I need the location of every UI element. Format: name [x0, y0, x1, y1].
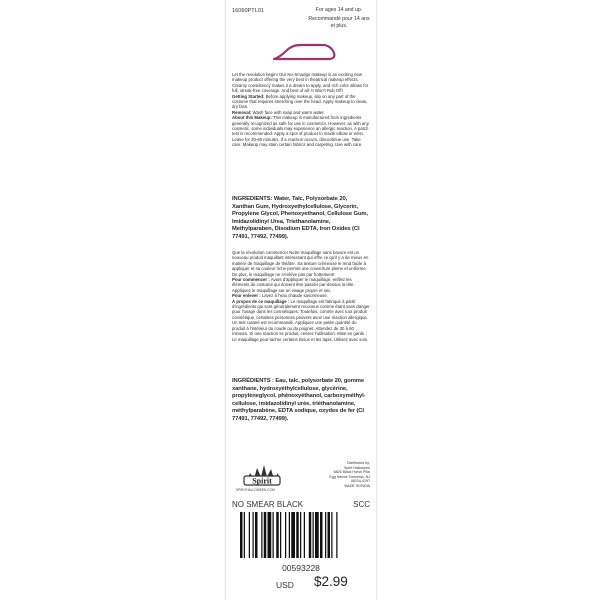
barcode-bar	[296, 512, 299, 558]
start-label-fr: Pour commencer :	[232, 277, 270, 283]
distributor-name: Spirit Halloween	[344, 465, 370, 470]
barcode-bar	[309, 512, 312, 558]
english-intro: Let the revolution begin! Our No-Smudge makeup is an exciting new makeup product offering the very best in theatrical makeup effects. Creamy consistency makes it a dream to apply, and rich color allows for full, streak-free coverage. And best of all- It Won't Rub Off!	[232, 72, 369, 94]
barcode-bar	[328, 512, 331, 558]
distributor-street: 6826 Black Horse Pike	[333, 470, 370, 475]
english-section	[232, 72, 370, 148]
remove-label-fr: Pour enlever :	[232, 293, 261, 299]
getting-started-label: Getting Started:	[232, 93, 265, 99]
barcode-bar	[255, 512, 258, 558]
barcode-bar	[291, 512, 295, 558]
barcode-bar	[240, 512, 243, 558]
hang-hole-icon	[270, 42, 340, 62]
start-text-fr: Avant d'appliquer le maquillage, enfilez les éléments du costume qui doivent être passés par-dessus la tête. Appliquez le maquillage sur un visage propre et sec.	[232, 277, 355, 293]
french-section	[232, 250, 370, 342]
age-notice-en: For ages 14 and up.	[315, 7, 363, 13]
product-name: NO SMEAR BLACK	[232, 500, 304, 509]
distributor-address	[300, 461, 370, 489]
price-amount: $2.99	[314, 574, 348, 589]
barcode-bar	[253, 512, 254, 558]
removal-text: Wash face with soap and warm water.	[252, 109, 325, 115]
product-card	[225, 0, 377, 600]
distributor-city: Egg Harbor Township, NJ	[329, 474, 370, 479]
about-text-fr: Le maquillage est fabriqué à partir d'ingrédients qui sont généralement reconnus comme étant sans danger pour l'usage dans les cosmétiques. Toutefois, comme avec tout produit cosmétique, certaines personnes peuvent avoir une réaction allergique. Un test cutané est recommandé. Appliquez une petite quantité du produit à l'intérieur du coude ou du poignet. Attendez de 30 à 60 minutes. Si une réaction se produit, cessez l'utilisation. Mise en garde : Le maquillage peut tacher certains tissus et les tapis. Utilisez avec soin.	[232, 298, 370, 342]
product-code: 16060PTL01	[232, 8, 265, 14]
barcode-bar	[320, 512, 323, 558]
logo-caption: SPIRITHALLOWEEN.COM	[236, 488, 275, 492]
barcode-number: 00593228	[282, 563, 320, 573]
price-currency: USD	[276, 580, 294, 590]
spirit-logo-icon	[240, 459, 284, 489]
remove-text-fr: Lavez à l'eau chaude savonneuse.	[261, 293, 328, 299]
barcode-bar	[313, 512, 314, 558]
barcode-bar	[244, 512, 245, 558]
barcode-bar	[280, 512, 281, 558]
distributor-block	[232, 459, 370, 495]
barcode-bar	[264, 512, 267, 558]
distributor-zip: 08234-4197	[350, 479, 370, 484]
removal-label: Removal:	[232, 109, 252, 115]
barcode-bar	[304, 512, 305, 558]
about-text: This makeup is manufactured from ingredients generally recognized as safe for use in cosmetics. However, as with any cosmetic, some individuals may experience an allergic reaction. A patch test is recommended. Apply a spot of product to inside elbow or wrist. Leave for 30-60 minutes. If a reaction occurs, discontinue use. Take care: Makeup may stain certain fabrics and carpeting. Use with care.	[232, 115, 369, 148]
barcode-bar	[331, 512, 332, 558]
getting-started-text: Before applying makeup, slip on any part of the costume that requires stretching over the head. Apply makeup to clean, dry face.	[232, 93, 368, 110]
barcode-bar	[315, 512, 319, 558]
barcode-bar	[273, 512, 274, 558]
about-label-fr: À propos de ce maquillage :	[232, 298, 290, 304]
age-notice-fr: Recommandé pour 14 ans et plus.	[308, 16, 370, 29]
product-line	[232, 500, 370, 509]
scc-label: SCC	[353, 500, 370, 509]
distributed-by: Distributed by:	[347, 461, 370, 465]
french-intro: Que la révolution commence! Notre maquillage sans bavure est un nouveau produit maquillant intéressant qui offre ce qu'il y a de mieux en matière de maquillage de théâtre. Sa texture crémeuse le rend facile à appliquer et sa couleur riche permet une couverture pleine et uniforme. De plus, le maquillage ne s'enlève pas par frottement!	[232, 250, 369, 277]
barcode-bar	[325, 512, 326, 558]
barcode-bar	[249, 512, 250, 558]
barcode-bar	[289, 512, 290, 558]
barcode	[240, 512, 362, 558]
about-label: About this Makeup:	[232, 115, 272, 121]
barcode-bar	[261, 512, 262, 558]
french-ingredients: INGRÉDIENTS : Eau, talc, polysorbate 20, gomme xanthane, hydroxyéthylcellulose, glycérine, propylèneglycol, phénoxyéthanol, carboxyméthyl-cellulose, imidazolidinyl urée, triéthanolamine, méthylparabène, EDTA sodique, oxydes de fer (CI 77491, 77492, 77499).	[232, 378, 366, 422]
price-tag	[226, 572, 376, 594]
barcode-bar	[276, 512, 279, 558]
made-in: MADE IN INDIA	[344, 483, 370, 488]
barcode-bar	[285, 512, 286, 558]
spirit-logo-text: Spirit	[252, 476, 272, 486]
barcode-bar	[336, 512, 337, 558]
english-ingredients: INGREDIENTS: Water, Talc, Polysorbate 20, Xanthan Gum, Hydroxyethylcellulose, Glycerin, Propylene Glycol, Phenoxyethanol, Cellulose Gum, Imidazolidinyl Urea, Triethanolamine, Methylparaben, Disodium EDTA, Iron Oxides (CI 77491, 77492, 77499).	[232, 196, 368, 240]
barcode-bar	[268, 512, 272, 558]
age-notice	[308, 7, 370, 30]
barcode-bar	[300, 512, 301, 558]
